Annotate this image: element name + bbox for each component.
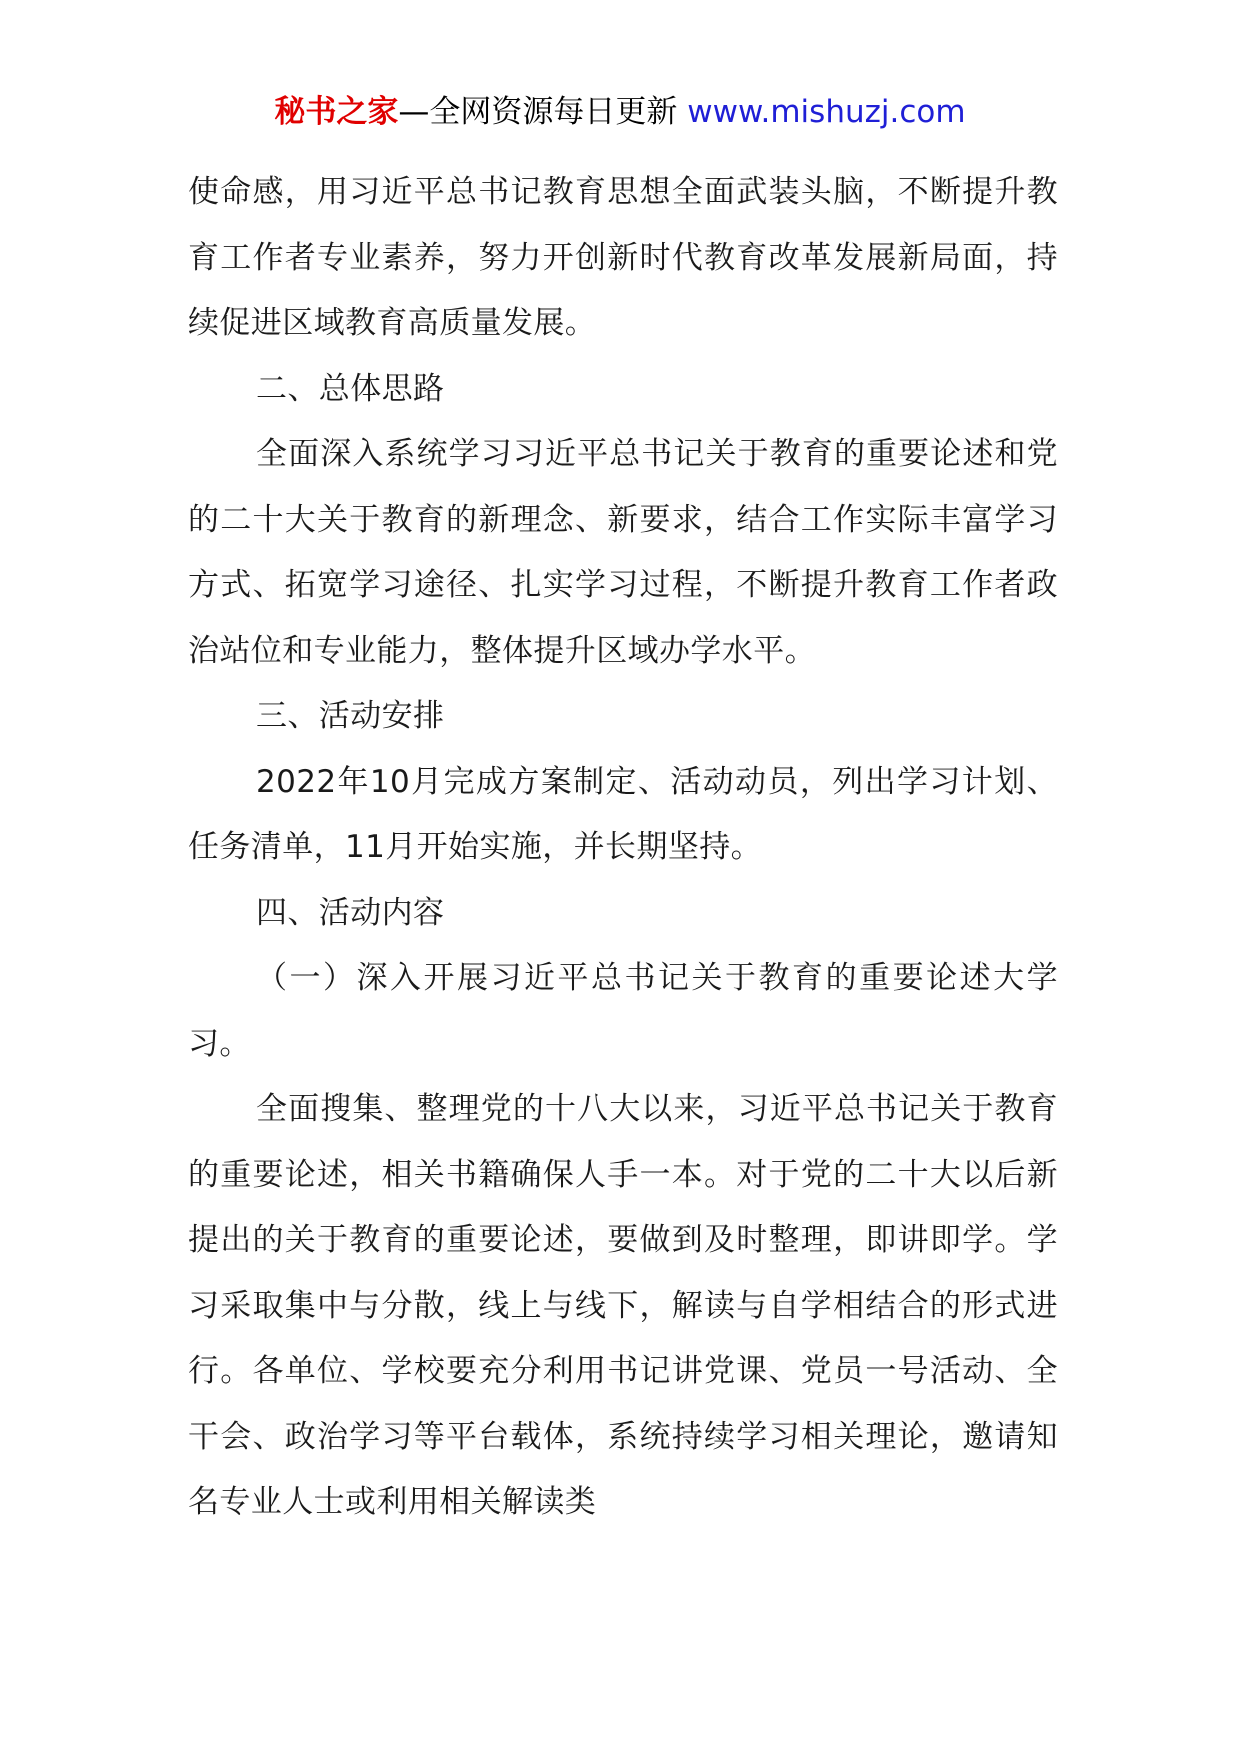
subsection-heading-1: （一）深入开展习近平总书记关于教育的重要论述大学习。 [188, 960, 1058, 1062]
page-header [0, 92, 1240, 132]
paragraph-overall-approach: 全面深入系统学习习近平总书记关于教育的重要论述和党的二十大关于教育的新理念、新要求，结合工作实际丰富学习方式、拓宽学习途径、扎实学习过程，不断提升教育工作者政治站位和专业能力，整体提升区域办学水平。 [188, 436, 1058, 669]
brand-name: 秘书之家 [274, 94, 399, 130]
paragraph-content-1: 全面搜集、整理党的十八大以来，习近平总书记关于教育的重要论述，相关书籍确保人手一本。对于党的二十大以后新提出的关于教育的重要论述，要做到及时整理，即讲即学。学习采取集中与分散，线上与线下，解读与自学相结合的形式进行。各单位、学校要充分利用书记讲党课、党员一号活动、全干会、政治学习等平台载体，系统持续学习相关理论，邀请知名专业人士或利用相关解读类 [188, 1091, 1058, 1520]
section-heading-content: 四、活动内容 [256, 894, 445, 931]
site-url-link[interactable]: www.mishuzj.com [687, 94, 966, 130]
paragraph-schedule: 2022年10月完成方案制定、活动动员，列出学习计划、任务清单，11月开始实施，并长期坚持。 [188, 763, 1058, 865]
section-heading-overall-approach: 二、总体思路 [256, 370, 445, 407]
header-tagline: —全网资源每日更新 [398, 94, 678, 130]
section-heading-schedule: 三、活动安排 [256, 698, 445, 734]
document-body [188, 160, 1058, 1536]
paragraph-continuation: 使命感，用习近平总书记教育思想全面武装头脑，不断提升教育工作者专业素养，努力开创新时代教育改革发展新局面，持续促进区域教育高质量发展。 [188, 174, 1058, 341]
